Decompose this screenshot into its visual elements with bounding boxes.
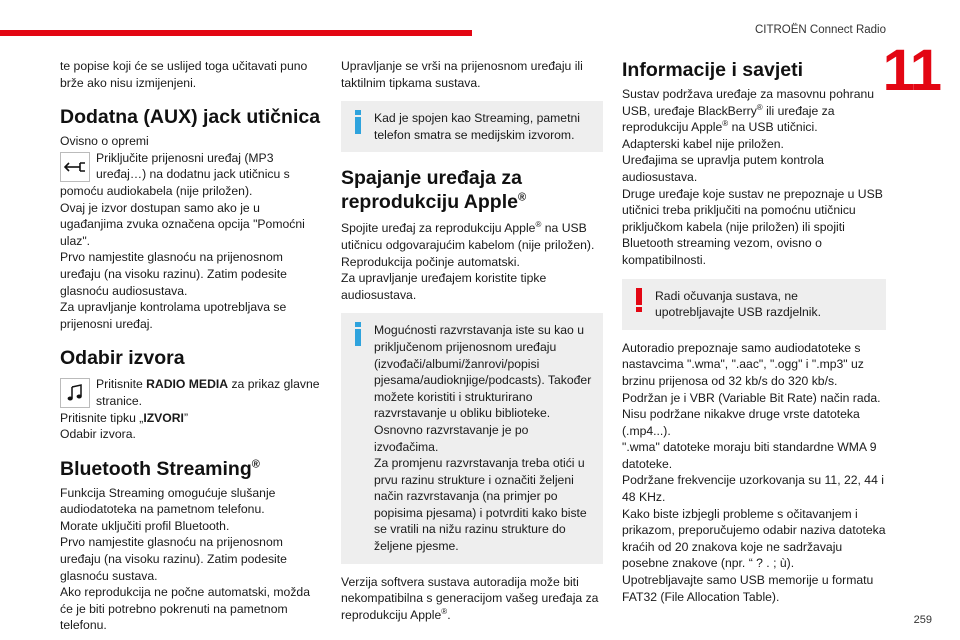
aux-body: pomoću audiokabela (nije priložen). Ovaj je izvor dostupan samo ako je u ugađanjima zvuka označena opcija "Pomoćni ulaz". Prvo namjestite glasnoću na prijenosnom uređaju (na visoku razinu). Zatim podesite glasnoću audiosustava. Za upravljanje kontrolama upotrebljava se prijenosni uređaj.	[60, 183, 305, 331]
col1-intro: te popise koji će se uslijed toga učitavati puno brže ako nisu izmijenjeni.	[60, 59, 308, 90]
header-accent-bar	[0, 30, 472, 36]
aux-icon-row	[60, 150, 322, 183]
source-icon-text: Pritisnite RADIO MEDIA za prikaz glavne stranice.	[96, 377, 320, 408]
info-paragraph-1: Sustav podržava uređaje za masovnu pohranu USB, uređaje BlackBerry® ili uređaje za reprodukciju Apple® na USB utičnici. Adapterski kabel nije priložen. Uređajima se upravlja putem kontrola audiosustava. Druge uređaje koje sustav ne prepoznaje u USB utičnici treba priključiti na pomoćnu utičnicu priključkom kabela (nije priložen) ili spojiti Bluetooth streaming vezom, ovisno o kompatibilnosti.	[622, 87, 883, 267]
warning-icon	[635, 288, 643, 312]
info-icon	[354, 322, 362, 346]
aux-line1: Ovisno o opremi	[60, 134, 149, 149]
column-2	[341, 58, 603, 623]
col2-intro: Upravljanje se vrši na prijenosnom uređaju ili taktilnim tipkama sustava.	[341, 59, 583, 90]
aux-icon-text: Priključite prijenosni uređaj (MP3 uređaj…) na dodatnu jack utičnicu s	[96, 150, 290, 182]
apple-heading: Spajanje uređaja za reprodukciju Apple®	[341, 167, 527, 214]
warning-text: Radi očuvanja sustava, ne upotrebljavajte USB razdjelnik.	[655, 288, 821, 320]
source-line2: Pritisnite tipku „IZVORI”	[60, 410, 189, 425]
note-streaming-text: Kad je spojen kao Streaming, pametni telefon smatra se medijskim izvorom.	[374, 111, 580, 142]
info-icon	[354, 110, 362, 134]
source-heading: Odabir izvora	[60, 347, 185, 370]
aux-heading: Dodatna (AUX) jack utičnica	[60, 106, 321, 129]
column-3	[622, 58, 886, 605]
page-number: 259	[913, 614, 932, 626]
apple-paragraph: Spojite uređaj za reprodukciju Apple® na USB utičnicu odgovarajućim kabelom (nije priložen). Reprodukcija počinje automatski. Za upravljanje uređajem koristite tipke audiosustava.	[341, 220, 595, 302]
info-paragraph-2: Autoradio prepoznaje samo audiodatoteke s nastavcima ".wma", ".aac", ".ogg" i ".mp3" uz brzinu prijenosa od 32 kb/s do 320 kb/s. Podržan je i VBR (Variable Bit Rate) način rada. Nisu podržane nikakve druge vrste datoteka (.mp4...). ".wma" datoteke moraju biti standardne WMA 9 datoteke. Podržane frekvencije uzorkovanja su 11, 22, 44 i 48 KHz. Kako biste izbjegli probleme s očitavanjem i prikazom, preporučujemo odabir naziva datoteka kraćih od 20 znakova koje ne sadržavaju posebne znakove (npr. “ ? . ; ù). Upotrebljavajte samo USB memorije u formatu FAT32 (File Allocation Table).	[622, 340, 886, 604]
aux-jack-icon	[60, 152, 90, 182]
source-icon-row	[60, 376, 322, 409]
section-title: CITROËN Connect Radio	[754, 24, 886, 36]
apple-compat-text: Verzija softvera sustava autoradija može biti nekompatibilna s generacijom vašeg uređaja za reprodukciju Apple®.	[341, 574, 599, 622]
bluetooth-body: Funkcija Streaming omogućuje slušanje audiodatoteka na pametnom telefonu. Morate uključiti profil Bluetooth. Prvo namjestite glasnoću na prijenosnom uređaju (na visoku razinu). Zatim podesite glasnoću sustava. Ako reprodukcija ne počne automatski, možda će je biti potrebno pokrenuti na pametnom telefonu.	[60, 485, 310, 633]
warning-note	[622, 279, 886, 330]
source-line3: Odabir izvora.	[60, 427, 136, 442]
chapter-number: 11	[882, 38, 940, 103]
info-note-sorting	[341, 313, 603, 563]
column-1	[60, 58, 322, 634]
bluetooth-heading: Bluetooth Streaming®	[60, 457, 260, 480]
music-note-icon	[60, 378, 90, 408]
info-note-streaming	[341, 101, 603, 152]
info-heading: Informacije i savjeti	[622, 59, 803, 81]
note-sorting-text: Mogućnosti razvrstavanja iste su kao u priključenom prijenosnom uređaju (izvođači/albumi/žanrovi/popisi pjesama/audioknjige/podcasts). Također možete koristiti i strukturirano razvrstavanje u obliku biblioteke. Osnovno razvrstavanje je po izvođačima. Za promjenu razvrstavanja treba otići u prvu razinu strukture i označiti željeni način razvrstavanja (na primjer po popisima pjesama) i potvrditi kako biste se vratili na nižu razinu strukture do željene pjesme.	[374, 323, 592, 554]
